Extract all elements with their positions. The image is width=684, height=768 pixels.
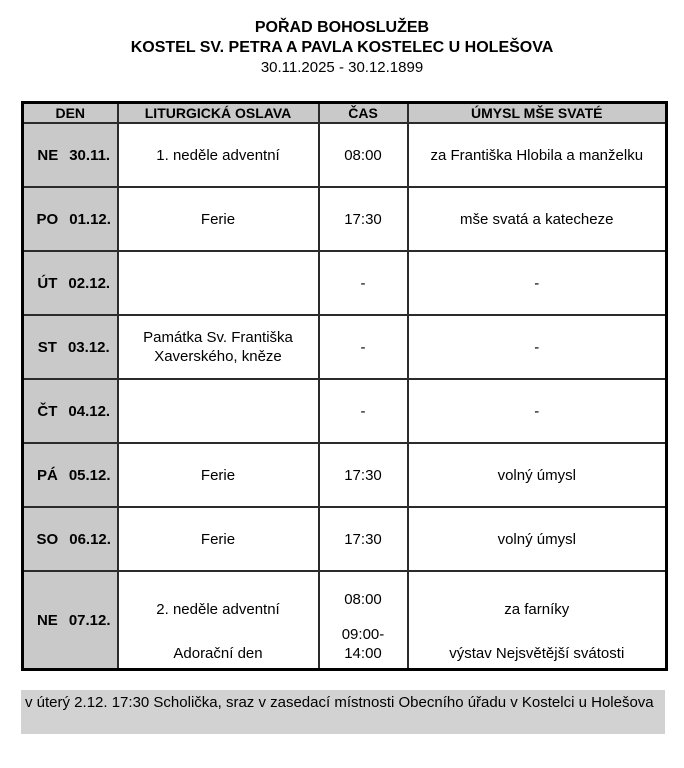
document-header [0,0,684,78]
announcement-note: v úterý 2.12. 17:30 Scholička, sraz v zasedací místnosti Obecního úřadu v Kostelci u Holešova [21,690,665,734]
day-date: 01.12. [69,210,111,228]
day-abbr: PO [36,210,59,228]
intention-cell: - [408,379,667,443]
time-cell: - [319,251,408,315]
day-cell [23,571,118,670]
day-cell [23,187,118,251]
intention-cell: volný úmysl [408,443,667,507]
day-abbr: NE [36,611,58,629]
intention-cell: mše svatá a katecheze [408,187,667,251]
table-row [23,251,667,315]
table-header-row [23,103,667,124]
intention-cell: - [408,315,667,379]
church-name: KOSTEL SV. PETRA A PAVLA KOSTELEC U HOLEŠOVA [130,39,554,56]
time-cell: 08:00 [319,123,408,187]
celebration-cell: Ferie [118,507,319,571]
column-header-liturgicka-oslava: LITURGICKÁ OSLAVA [118,103,319,124]
day-abbr: ÚT [37,274,58,292]
day-date: 03.12. [67,338,110,356]
celebration-cell: Ferie [118,187,319,251]
service-schedule-table [21,101,668,671]
time-cell: 17:30 [319,187,408,251]
celebration-cell: Památka Sv. Františka Xaverského, kněze [118,315,319,379]
day-cell [23,123,118,187]
celebration-line-1: 2. neděle adventní [156,600,280,618]
table-row [23,443,667,507]
time-line-2: 09:00-14:00 [341,626,385,662]
celebration-cell: 1. neděle adventní [118,123,319,187]
column-header-den: DEN [23,103,118,124]
time-cell: - [319,315,408,379]
day-date: 05.12. [68,466,111,484]
page-title: POŘAD BOHOSLUŽEB [254,19,430,36]
day-cell [23,379,118,443]
day-date: 02.12. [68,274,111,292]
celebration-cell [118,251,319,315]
day-cell [23,443,118,507]
day-date: 07.12. [68,611,111,629]
day-cell [23,315,118,379]
time-cell: 17:30 [319,507,408,571]
day-date: 30.11. [69,146,111,164]
day-date: 04.12. [68,402,111,420]
day-cell [23,507,118,571]
celebration-line-2: Adorační den [173,645,263,662]
intention-line-2: výstav Nejsvětější svátosti [449,645,625,662]
day-abbr: PÁ [36,466,58,484]
day-abbr: SO [36,530,59,548]
column-header-umysl: ÚMYSL MŠE SVATÉ [408,103,667,124]
celebration-cell [118,571,319,670]
table-row [23,187,667,251]
time-cell [319,571,408,670]
day-cell [23,251,118,315]
day-abbr: NE [37,146,59,164]
intention-line-1: za farníky [504,600,570,618]
intention-cell [408,571,667,670]
day-abbr: ST [37,338,57,356]
time-line-1: 08:00 [344,591,382,608]
table-row [23,507,667,571]
day-date: 06.12. [69,530,111,548]
celebration-cell [118,379,319,443]
time-cell: - [319,379,408,443]
intention-cell: za Františka Hlobila a manželku [408,123,667,187]
table-row [23,379,667,443]
time-cell: 17:30 [319,443,408,507]
celebration-cell: Ferie [118,443,319,507]
intention-cell: volný úmysl [408,507,667,571]
date-range: 30.11.2025 - 30.12.1899 [260,59,424,76]
table-row [23,571,667,670]
intention-cell: - [408,251,667,315]
column-header-cas: ČAS [319,103,408,124]
table-row [23,123,667,187]
day-abbr: ČT [37,402,58,420]
table-row [23,315,667,379]
